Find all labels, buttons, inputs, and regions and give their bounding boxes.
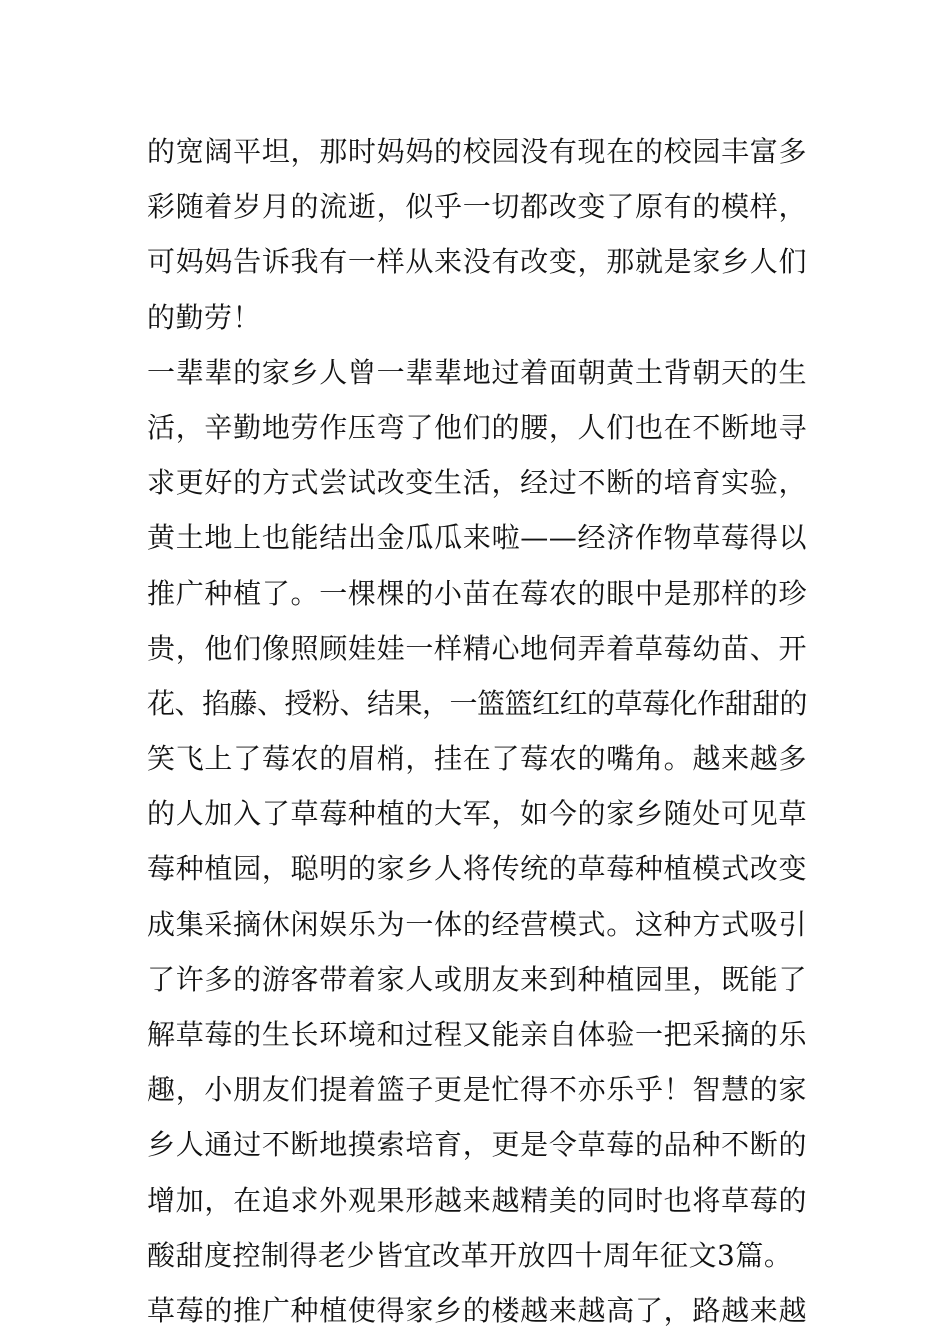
text-line: 草莓的推广种植使得家乡的楼越来越高了，路越来越 xyxy=(147,1293,807,1327)
text-line: 增加，在追求外观果形越来越精美的同时也将草莓的 xyxy=(147,1183,807,1217)
text-line: 成集采摘休闲娱乐为一体的经营模式。这种方式吸引 xyxy=(147,907,807,941)
text-line: 的人加入了草莓种植的大军，如今的家乡随处可见草 xyxy=(147,797,807,831)
text-line: 可妈妈告诉我有一样从来没有改变，那就是家乡人们 xyxy=(147,245,807,279)
text-line: 莓种植园，聪明的家乡人将传统的草莓种植模式改变 xyxy=(147,852,807,886)
text-line: 求更好的方式尝试改变生活，经过不断的培育实验， xyxy=(147,466,807,500)
text-line: 的勤劳！ xyxy=(147,300,262,334)
body-text xyxy=(147,124,807,1338)
text-line: 活，辛勤地劳作压弯了他们的腰，人们也在不断地寻 xyxy=(147,410,807,444)
text-line: 解草莓的生长环境和过程又能亲自体验一把采摘的乐 xyxy=(147,1018,807,1051)
text-line: 乡人通过不断地摸索培育，更是令草莓的品种不断的 xyxy=(147,1128,807,1162)
text-line: 花、掐藤、授粉、结果，一篮篮红红的草莓化作甜甜的 xyxy=(147,686,808,720)
text-line: 了许多的游客带着家人或朋友来到种植园里，既能了 xyxy=(147,962,807,996)
text-line: 一辈辈的家乡人曾一辈辈地过着面朝黄土背朝天的生 xyxy=(147,355,807,389)
text-line: 笑飞上了莓农的眉梢，挂在了莓农的嘴角。越来越多 xyxy=(147,742,807,776)
text-line: 酸甜度控制得老少皆宜改革开放四十周年征文3篇。 xyxy=(147,1238,793,1272)
text-line: 贵，他们像照顾娃娃一样精心地伺弄着草莓幼苗、开 xyxy=(147,631,807,665)
text-line: 的宽阔平坦，那时妈妈的校园没有现在的校园丰富多 xyxy=(147,135,807,168)
text-line: 黄土地上也能结出金瓜瓜来啦——经济作物草莓得以 xyxy=(147,521,807,555)
text-line: 彩随着岁月的流逝，似乎一切都改变了原有的模样， xyxy=(147,190,807,224)
text-line: 推广种植了。一棵棵的小苗在莓农的眼中是那样的珍 xyxy=(147,576,807,610)
text-line: 趣，小朋友们提着篮子更是忙得不亦乐乎！智慧的家 xyxy=(147,1073,807,1107)
